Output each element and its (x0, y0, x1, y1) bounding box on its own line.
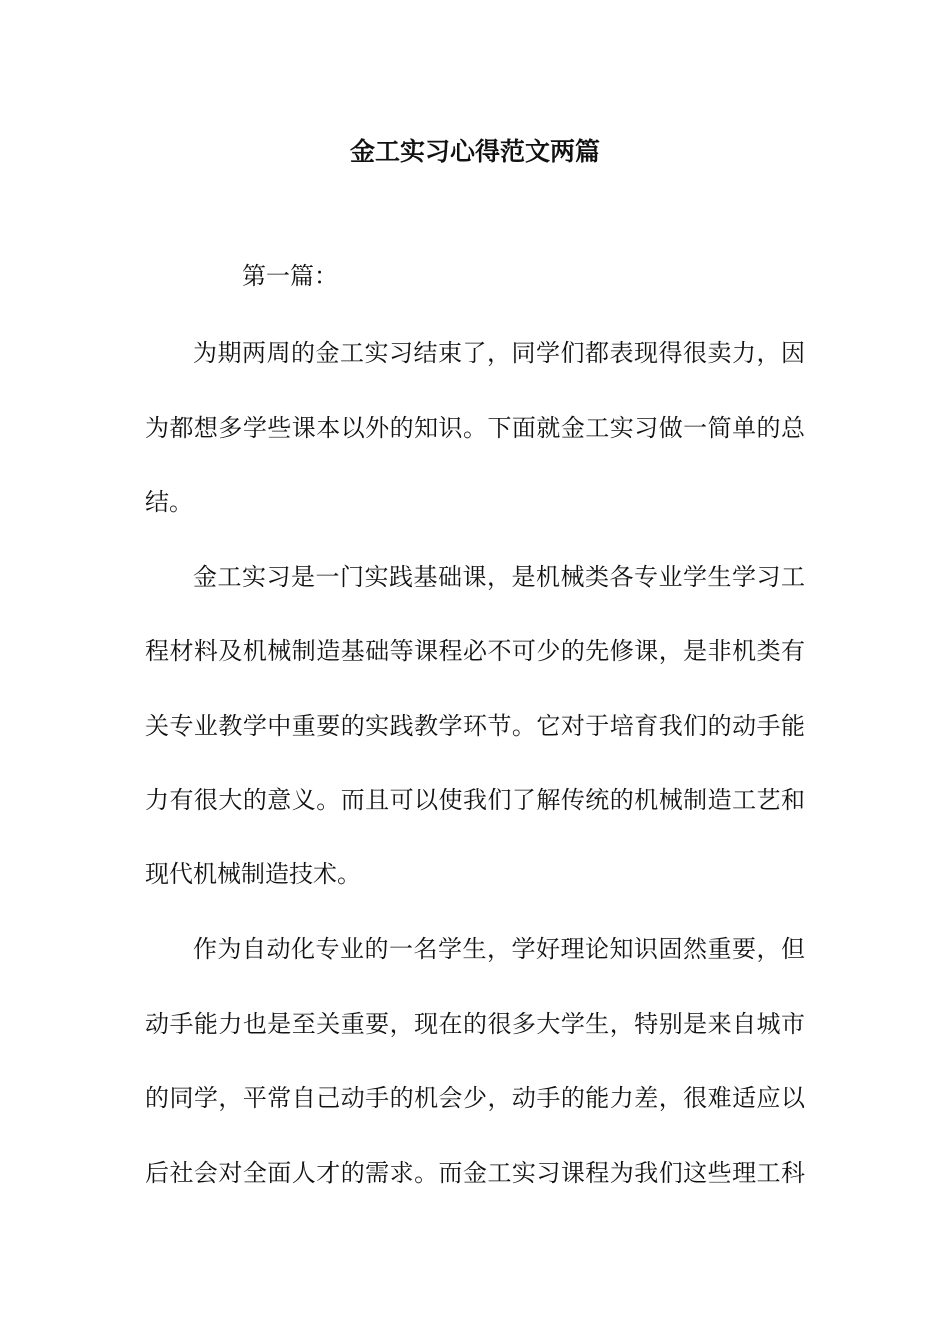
paragraph-line: 的同学，平常自己动手的机会少，动手的能力差，很难适应以 (145, 1084, 805, 1112)
paragraph-line: 现代机械制造技术。 (145, 860, 361, 888)
document-title: 金工实习心得范文两篇 (349, 137, 600, 166)
paragraph-line: 金工实习是一门实践基础课，是机械类各专业学生学习工 (193, 563, 805, 591)
paragraph-line: 作为自动化专业的一名学生，学好理论知识固然重要，但 (193, 935, 805, 963)
paragraph-line: 结。 (145, 488, 193, 516)
paragraph-line: 为都想多学些课本以外的知识。下面就金工实习做一简单的总 (145, 414, 805, 442)
paragraph-line: 关专业教学中重要的实践教学环节。它对于培育我们的动手能 (145, 712, 805, 740)
paragraph-line: 动手能力也是至关重要，现在的很多大学生，特别是来自城市 (145, 1010, 805, 1038)
paragraph-line: 后社会对全面人才的需求。而金工实习课程为我们这些理工科 (145, 1159, 805, 1187)
paragraph-line: 力有很大的意义。而且可以使我们了解传统的机械制造工艺和 (145, 786, 805, 814)
paragraph-line: 为期两周的金工实习结束了，同学们都表现得很卖力，因 (193, 339, 805, 367)
paragraph-line: 程材料及机械制造基础等课程必不可少的先修课，是非机类有 (145, 637, 805, 665)
section-label: 第一篇： (242, 262, 338, 290)
